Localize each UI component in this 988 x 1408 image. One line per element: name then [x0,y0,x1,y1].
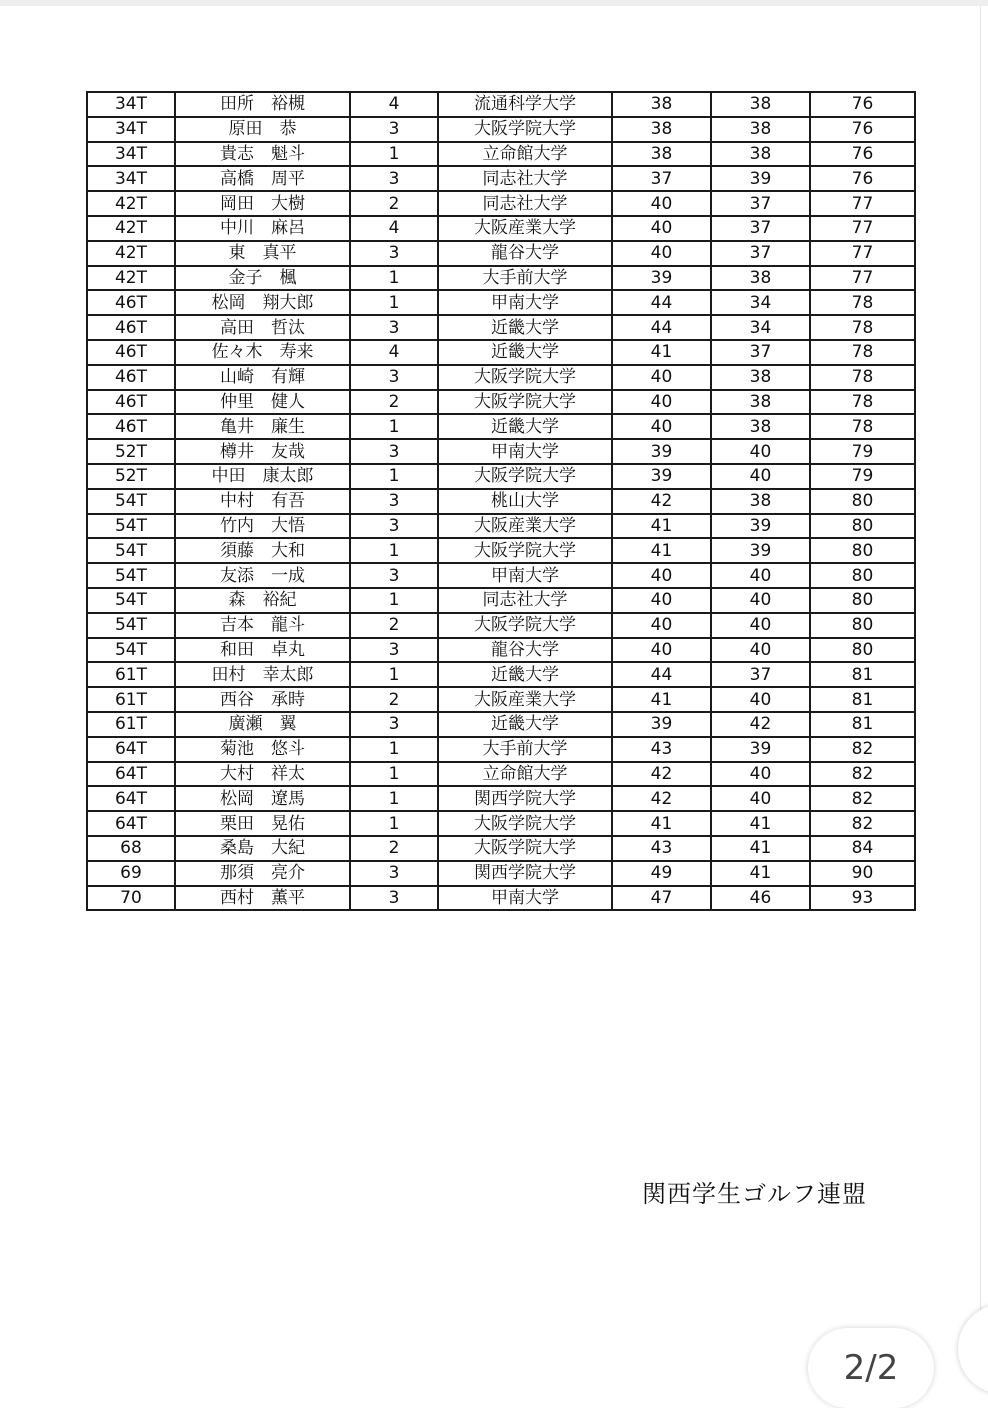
grade-cell: 1 [350,811,438,836]
rank-cell: 46T [87,315,175,340]
grade-cell: 1 [350,414,438,439]
university-cell: 同志社大学 [438,191,612,216]
out-score-cell: 41 [612,538,711,563]
total-score-cell: 77 [810,266,915,291]
in-score-cell: 37 [711,216,810,241]
total-score-cell: 79 [810,439,915,464]
table-row [87,142,915,167]
out-score-cell: 37 [612,166,711,191]
table-row [87,613,915,638]
rank-cell: 42T [87,241,175,266]
out-score-cell: 38 [612,142,711,167]
university-cell: 甲南大学 [438,290,612,315]
table-row [87,191,915,216]
in-score-cell: 38 [711,489,810,514]
rank-cell: 68 [87,836,175,861]
in-score-cell: 38 [711,142,810,167]
table-row [87,266,915,291]
university-cell: 大阪学院大学 [438,390,612,415]
table-row [87,390,915,415]
grade-cell: 1 [350,588,438,613]
total-score-cell: 78 [810,340,915,365]
grade-cell: 1 [350,786,438,811]
grade-cell: 3 [350,514,438,539]
grade-cell: 3 [350,861,438,886]
table-row [87,538,915,563]
rank-cell: 64T [87,737,175,762]
university-cell: 立命館大学 [438,762,612,787]
player-name-cell: 亀井 廉生 [175,414,350,439]
in-score-cell: 46 [711,886,810,911]
player-name-cell: 貴志 魁斗 [175,142,350,167]
total-score-cell: 82 [810,737,915,762]
table-row [87,588,915,613]
page-indicator: 2/2 [808,1328,934,1408]
out-score-cell: 39 [612,439,711,464]
rank-cell: 54T [87,514,175,539]
rank-cell: 61T [87,712,175,737]
university-cell: 関西学院大学 [438,861,612,886]
university-cell: 近畿大学 [438,315,612,340]
rank-cell: 46T [87,340,175,365]
grade-cell: 2 [350,390,438,415]
grade-cell: 3 [350,241,438,266]
table-row [87,786,915,811]
total-score-cell: 77 [810,191,915,216]
out-score-cell: 41 [612,514,711,539]
out-score-cell: 39 [612,712,711,737]
out-score-cell: 41 [612,811,711,836]
rank-cell: 64T [87,762,175,787]
out-score-cell: 42 [612,762,711,787]
table-row [87,489,915,514]
grade-cell: 3 [350,439,438,464]
table-row [87,290,915,315]
player-name-cell: 森 裕紀 [175,588,350,613]
player-name-cell: 田所 裕槻 [175,92,350,117]
total-score-cell: 78 [810,365,915,390]
table-row [87,117,915,142]
table-row [87,638,915,663]
player-name-cell: 東 真平 [175,241,350,266]
out-score-cell: 44 [612,315,711,340]
player-name-cell: 栗田 晃佑 [175,811,350,836]
grade-cell: 2 [350,613,438,638]
total-score-cell: 93 [810,886,915,911]
grade-cell: 2 [350,687,438,712]
player-name-cell: 樽井 友哉 [175,439,350,464]
in-score-cell: 40 [711,464,810,489]
out-score-cell: 43 [612,836,711,861]
table-row [87,92,915,117]
rank-cell: 42T [87,191,175,216]
university-cell: 流通科学大学 [438,92,612,117]
in-score-cell: 34 [711,290,810,315]
rank-cell: 52T [87,439,175,464]
grade-cell: 3 [350,117,438,142]
grade-cell: 3 [350,712,438,737]
out-score-cell: 42 [612,489,711,514]
player-name-cell: 高田 哲汰 [175,315,350,340]
grade-cell: 1 [350,290,438,315]
table-row [87,836,915,861]
university-cell: 甲南大学 [438,563,612,588]
in-score-cell: 40 [711,439,810,464]
results-table-body [87,92,915,910]
player-name-cell: 西谷 承時 [175,687,350,712]
university-cell: 龍谷大学 [438,638,612,663]
total-score-cell: 77 [810,241,915,266]
in-score-cell: 41 [711,811,810,836]
university-cell: 近畿大学 [438,414,612,439]
out-score-cell: 40 [612,638,711,663]
table-row [87,241,915,266]
university-cell: 大阪学院大学 [438,117,612,142]
out-score-cell: 44 [612,662,711,687]
rank-cell: 52T [87,464,175,489]
total-score-cell: 80 [810,638,915,663]
university-cell: 大阪学院大学 [438,613,612,638]
player-name-cell: 中村 有吾 [175,489,350,514]
university-cell: 甲南大学 [438,439,612,464]
out-score-cell: 40 [612,414,711,439]
player-name-cell: 岡田 大樹 [175,191,350,216]
player-name-cell: 田村 幸太郎 [175,662,350,687]
player-name-cell: 那須 亮介 [175,861,350,886]
grade-cell: 4 [350,340,438,365]
rank-cell: 69 [87,861,175,886]
player-name-cell: 仲里 健人 [175,390,350,415]
grade-cell: 4 [350,216,438,241]
organization-name: 関西学生ゴルフ連盟 [642,1180,867,1208]
in-score-cell: 39 [711,166,810,191]
total-score-cell: 78 [810,315,915,340]
total-score-cell: 81 [810,687,915,712]
university-cell: 大手前大学 [438,737,612,762]
player-name-cell: 中川 麻呂 [175,216,350,241]
grade-cell: 3 [350,638,438,663]
table-row [87,811,915,836]
player-name-cell: 佐々木 寿来 [175,340,350,365]
university-cell: 大阪学院大学 [438,836,612,861]
out-score-cell: 40 [612,241,711,266]
table-row [87,414,915,439]
total-score-cell: 78 [810,414,915,439]
out-score-cell: 38 [612,117,711,142]
in-score-cell: 40 [711,762,810,787]
university-cell: 大阪産業大学 [438,216,612,241]
in-score-cell: 40 [711,786,810,811]
in-score-cell: 38 [711,92,810,117]
table-row [87,861,915,886]
rank-cell: 46T [87,390,175,415]
university-cell: 近畿大学 [438,662,612,687]
total-score-cell: 81 [810,662,915,687]
total-score-cell: 76 [810,142,915,167]
grade-cell: 3 [350,166,438,191]
table-row [87,365,915,390]
total-score-cell: 81 [810,712,915,737]
table-row [87,886,915,911]
player-name-cell: 菊池 悠斗 [175,737,350,762]
university-cell: 大阪学院大学 [438,464,612,489]
player-name-cell: 須藤 大和 [175,538,350,563]
out-score-cell: 39 [612,464,711,489]
table-row [87,762,915,787]
total-score-cell: 82 [810,786,915,811]
grade-cell: 3 [350,315,438,340]
rank-cell: 34T [87,142,175,167]
grade-cell: 2 [350,191,438,216]
in-score-cell: 40 [711,687,810,712]
player-name-cell: 吉本 龍斗 [175,613,350,638]
out-score-cell: 40 [612,563,711,588]
total-score-cell: 80 [810,538,915,563]
in-score-cell: 40 [711,563,810,588]
grade-cell: 1 [350,464,438,489]
player-name-cell: 金子 楓 [175,266,350,291]
player-name-cell: 高橋 周平 [175,166,350,191]
grade-cell: 1 [350,662,438,687]
grade-cell: 1 [350,737,438,762]
grade-cell: 2 [350,836,438,861]
university-cell: 大阪産業大学 [438,687,612,712]
in-score-cell: 34 [711,315,810,340]
player-name-cell: 竹内 大悟 [175,514,350,539]
out-score-cell: 40 [612,613,711,638]
out-score-cell: 41 [612,340,711,365]
out-score-cell: 40 [612,390,711,415]
player-name-cell: 原田 恭 [175,117,350,142]
table-row [87,315,915,340]
university-cell: 大阪学院大学 [438,365,612,390]
grade-cell: 1 [350,142,438,167]
player-name-cell: 大村 祥太 [175,762,350,787]
player-name-cell: 山崎 有輝 [175,365,350,390]
total-score-cell: 78 [810,390,915,415]
rank-cell: 61T [87,662,175,687]
table-row [87,687,915,712]
rank-cell: 34T [87,92,175,117]
university-cell: 同志社大学 [438,588,612,613]
grade-cell: 4 [350,92,438,117]
out-score-cell: 47 [612,886,711,911]
university-cell: 大阪学院大学 [438,538,612,563]
university-cell: 大手前大学 [438,266,612,291]
table-row [87,514,915,539]
grade-cell: 1 [350,538,438,563]
rank-cell: 46T [87,414,175,439]
university-cell: 同志社大学 [438,166,612,191]
in-score-cell: 42 [711,712,810,737]
out-score-cell: 43 [612,737,711,762]
table-row [87,662,915,687]
rank-cell: 42T [87,266,175,291]
rank-cell: 34T [87,166,175,191]
rank-cell: 46T [87,365,175,390]
player-name-cell: 廣瀬 翼 [175,712,350,737]
table-row [87,712,915,737]
university-cell: 大阪産業大学 [438,514,612,539]
out-score-cell: 40 [612,588,711,613]
results-table [86,91,916,911]
rank-cell: 54T [87,638,175,663]
rank-cell: 61T [87,687,175,712]
out-score-cell: 42 [612,786,711,811]
rank-cell: 54T [87,588,175,613]
table-row [87,340,915,365]
rank-cell: 64T [87,811,175,836]
table-row [87,439,915,464]
rank-cell: 54T [87,538,175,563]
in-score-cell: 38 [711,365,810,390]
total-score-cell: 80 [810,613,915,638]
university-cell: 関西学院大学 [438,786,612,811]
grade-cell: 3 [350,886,438,911]
grade-cell: 1 [350,762,438,787]
in-score-cell: 38 [711,117,810,142]
player-name-cell: 西村 薫平 [175,886,350,911]
in-score-cell: 39 [711,514,810,539]
table-row [87,216,915,241]
in-score-cell: 40 [711,638,810,663]
player-name-cell: 桑島 大紀 [175,836,350,861]
in-score-cell: 37 [711,191,810,216]
rank-cell: 64T [87,786,175,811]
in-score-cell: 41 [711,861,810,886]
rank-cell: 42T [87,216,175,241]
out-score-cell: 38 [612,92,711,117]
total-score-cell: 76 [810,117,915,142]
player-name-cell: 松岡 遼馬 [175,786,350,811]
university-cell: 桃山大学 [438,489,612,514]
total-score-cell: 90 [810,861,915,886]
out-score-cell: 41 [612,687,711,712]
total-score-cell: 76 [810,92,915,117]
out-score-cell: 40 [612,365,711,390]
rank-cell: 54T [87,489,175,514]
table-row [87,563,915,588]
in-score-cell: 41 [711,836,810,861]
grade-cell: 1 [350,266,438,291]
out-score-cell: 49 [612,861,711,886]
total-score-cell: 78 [810,290,915,315]
out-score-cell: 40 [612,191,711,216]
rank-cell: 54T [87,563,175,588]
table-row [87,464,915,489]
total-score-cell: 79 [810,464,915,489]
in-score-cell: 37 [711,662,810,687]
player-name-cell: 和田 卓丸 [175,638,350,663]
player-name-cell: 松岡 翔大郎 [175,290,350,315]
in-score-cell: 38 [711,266,810,291]
grade-cell: 3 [350,489,438,514]
total-score-cell: 82 [810,762,915,787]
out-score-cell: 40 [612,216,711,241]
table-row [87,737,915,762]
table-row [87,166,915,191]
in-score-cell: 40 [711,588,810,613]
total-score-cell: 80 [810,588,915,613]
university-cell: 龍谷大学 [438,241,612,266]
total-score-cell: 80 [810,489,915,514]
player-name-cell: 中田 康太郎 [175,464,350,489]
grade-cell: 3 [350,563,438,588]
university-cell: 近畿大学 [438,712,612,737]
in-score-cell: 40 [711,613,810,638]
university-cell: 甲南大学 [438,886,612,911]
in-score-cell: 39 [711,538,810,563]
player-name-cell: 友添 一成 [175,563,350,588]
total-score-cell: 77 [810,216,915,241]
total-score-cell: 80 [810,563,915,588]
out-score-cell: 44 [612,290,711,315]
total-score-cell: 76 [810,166,915,191]
total-score-cell: 84 [810,836,915,861]
in-score-cell: 37 [711,241,810,266]
in-score-cell: 38 [711,414,810,439]
rank-cell: 54T [87,613,175,638]
in-score-cell: 38 [711,390,810,415]
university-cell: 近畿大学 [438,340,612,365]
in-score-cell: 39 [711,737,810,762]
rank-cell: 34T [87,117,175,142]
grade-cell: 3 [350,365,438,390]
rank-cell: 46T [87,290,175,315]
in-score-cell: 37 [711,340,810,365]
total-score-cell: 80 [810,514,915,539]
rank-cell: 70 [87,886,175,911]
university-cell: 大阪学院大学 [438,811,612,836]
total-score-cell: 82 [810,811,915,836]
out-score-cell: 39 [612,266,711,291]
university-cell: 立命館大学 [438,142,612,167]
